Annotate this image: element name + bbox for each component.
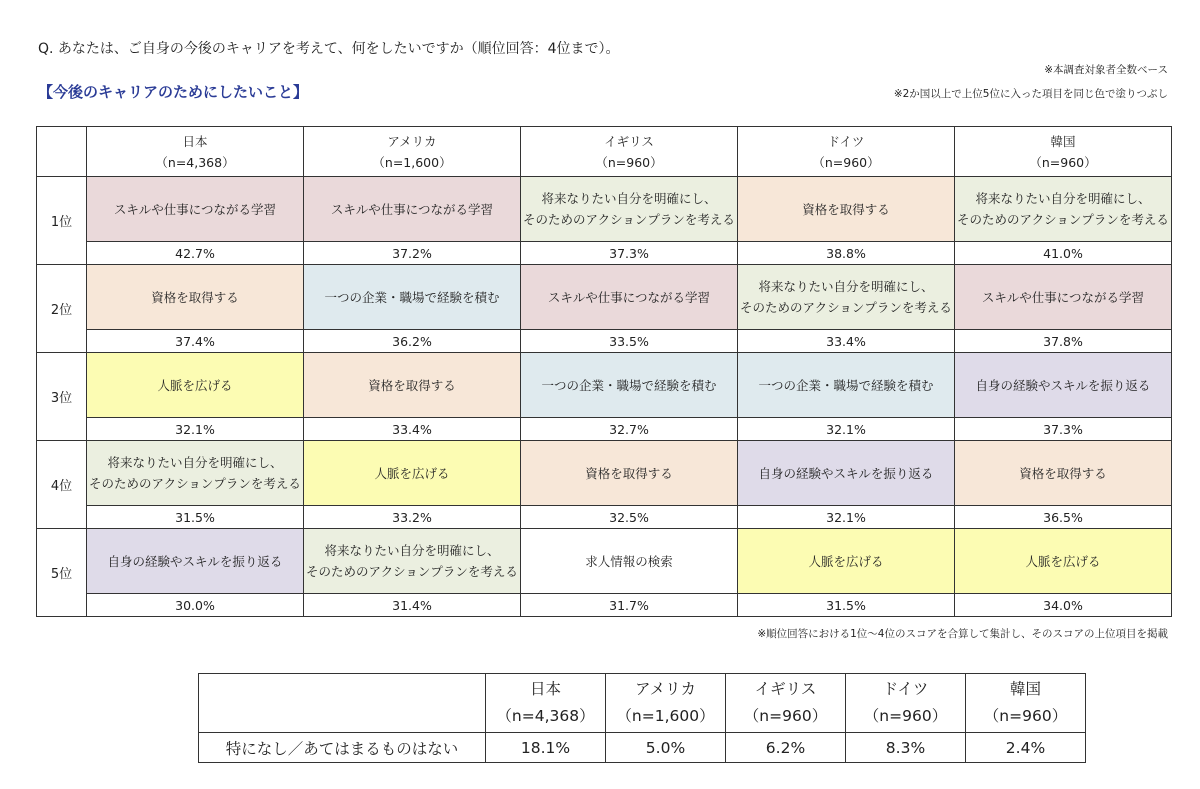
rank-item-row — [37, 353, 1172, 418]
question-text: Q. あなたは、ご自身の今後のキャリアを考えて、何をしたいですか（順位回答：4位まで）。 — [38, 41, 620, 57]
rank-percent-cell: 42.7% — [87, 242, 304, 265]
item-text-line1: 一つの企業・職場で経験を積む — [541, 377, 717, 393]
rank-percent-cell: 37.3% — [955, 418, 1172, 441]
rank-item-row — [37, 177, 1172, 242]
rank-label: 4位 — [37, 441, 87, 529]
rank-item-cell — [521, 441, 738, 506]
item-text-line1: 人脈を広げる — [157, 377, 233, 393]
item-text-line1: 将来なりたい自分を明確にし、 — [324, 543, 500, 558]
item-text-line1: 資格を取得する — [802, 201, 890, 217]
rank-item-cell — [304, 441, 521, 506]
rank-percent-cell: 37.8% — [955, 330, 1172, 353]
item-text-line1: 資格を取得する — [151, 289, 239, 305]
section-title: 【今後のキャリアのためにしたいこと】 — [38, 83, 309, 101]
rank-percent-cell: 33.4% — [304, 418, 521, 441]
item-text-line1: 将来なりたい自分を明確にし、 — [107, 455, 283, 470]
rank-item-cell — [87, 353, 304, 418]
header-japan: 日本 （n=4,368） — [87, 127, 304, 177]
item-text-line2: そのためのアクションプランを考える — [89, 476, 301, 491]
rank-percent-cell: 33.4% — [738, 330, 955, 353]
item-text-line1: スキルや仕事につながる学習 — [330, 201, 494, 217]
rank-percent-cell: 34.0% — [955, 594, 1172, 617]
item-text-line1: 将来なりたい自分を明確にし、 — [975, 191, 1151, 206]
rank-item-row — [37, 265, 1172, 330]
item-text-line2: そのためのアクションプランを考える — [957, 212, 1169, 227]
ranking-table — [36, 126, 1172, 617]
none-header-japan: 日本 （n=4,368） — [486, 674, 606, 733]
none-table — [198, 673, 1086, 763]
none-table-corner — [199, 674, 486, 733]
rank-label: 3位 — [37, 353, 87, 441]
item-text-line1: 求人情報の検索 — [585, 553, 673, 569]
rank-item-cell — [955, 529, 1172, 594]
rank-item-cell — [304, 529, 521, 594]
item-text-line1: 一つの企業・職場で経験を積む — [758, 377, 934, 393]
rank-percent-row — [37, 594, 1172, 617]
header-uk: イギリス （n=960） — [521, 127, 738, 177]
rank-percent-cell: 31.4% — [304, 594, 521, 617]
none-value-germany: 8.3% — [846, 733, 966, 763]
header-usa: アメリカ （n=1,600） — [304, 127, 521, 177]
rank-percent-cell: 31.7% — [521, 594, 738, 617]
rank-percent-row — [37, 418, 1172, 441]
rank-percent-cell: 32.1% — [738, 418, 955, 441]
rank-percent-row — [37, 330, 1172, 353]
rank-percent-row — [37, 242, 1172, 265]
item-text-line1: 一つの企業・職場で経験を積む — [324, 289, 500, 305]
none-value-japan: 18.1% — [486, 733, 606, 763]
rank-item-cell — [738, 529, 955, 594]
rank-item-cell — [738, 177, 955, 242]
none-header-korea: 韓国 （n=960） — [966, 674, 1086, 733]
item-text-line1: 将来なりたい自分を明確にし、 — [541, 191, 717, 206]
header-germany: ドイツ （n=960） — [738, 127, 955, 177]
rank-item-cell — [304, 177, 521, 242]
header-corner — [37, 127, 87, 177]
rank-item-cell — [87, 441, 304, 506]
note-color: ※2か国以上で上位5位に入った項目を同じ色で塗りつぶし — [893, 88, 1168, 100]
rank-item-cell — [955, 177, 1172, 242]
rank-item-row — [37, 529, 1172, 594]
rank-label: 5位 — [37, 529, 87, 617]
note-base: ※本調査対象者全数ベース — [1044, 64, 1168, 76]
rank-item-row — [37, 441, 1172, 506]
rank-item-cell — [304, 353, 521, 418]
rank-item-cell — [87, 529, 304, 594]
none-header-uk: イギリス （n=960） — [726, 674, 846, 733]
item-text-line1: 自身の経験やスキルを振り返る — [975, 377, 1151, 393]
none-table-header-row — [199, 674, 1086, 733]
item-text-line1: 自身の経験やスキルを振り返る — [758, 465, 934, 481]
rank-percent-cell: 32.1% — [738, 506, 955, 529]
none-value-usa: 5.0% — [606, 733, 726, 763]
rank-item-cell — [955, 265, 1172, 330]
item-text-line2: そのためのアクションプランを考える — [306, 564, 518, 579]
header-row — [37, 127, 1172, 177]
item-text-line1: スキルや仕事につながる学習 — [981, 289, 1145, 305]
rank-item-cell — [738, 353, 955, 418]
rank-percent-cell: 32.1% — [87, 418, 304, 441]
rank-item-cell — [521, 353, 738, 418]
item-text-line1: 自身の経験やスキルを振り返る — [107, 553, 283, 569]
item-text-line1: スキルや仕事につながる学習 — [547, 289, 711, 305]
rank-item-cell — [955, 353, 1172, 418]
item-text-line1: スキルや仕事につながる学習 — [113, 201, 277, 217]
item-text-line1: 資格を取得する — [368, 377, 456, 393]
item-text-line2: そのためのアクションプランを考える — [523, 212, 735, 227]
item-text-line1: 資格を取得する — [585, 465, 673, 481]
rank-percent-cell: 33.2% — [304, 506, 521, 529]
rank-item-cell — [87, 177, 304, 242]
rank-percent-cell: 36.2% — [304, 330, 521, 353]
rank-percent-cell: 32.5% — [521, 506, 738, 529]
rank-percent-cell: 33.5% — [521, 330, 738, 353]
rank-percent-row — [37, 506, 1172, 529]
rank-label: 1位 — [37, 177, 87, 265]
rank-item-cell — [738, 441, 955, 506]
rank-percent-cell: 38.8% — [738, 242, 955, 265]
rank-percent-cell: 36.5% — [955, 506, 1172, 529]
rank-label: 2位 — [37, 265, 87, 353]
none-value-uk: 6.2% — [726, 733, 846, 763]
rank-percent-cell: 37.3% — [521, 242, 738, 265]
rank-item-cell — [521, 177, 738, 242]
none-value-korea: 2.4% — [966, 733, 1086, 763]
item-text-line2: そのためのアクションプランを考える — [740, 300, 952, 315]
none-label: 特になし／あてはまるものはない — [199, 733, 486, 763]
footnote: ※順位回答における1位〜4位のスコアを合算して集計し、そのスコアの上位項目を掲載 — [757, 628, 1168, 640]
rank-item-cell — [521, 265, 738, 330]
rank-percent-cell: 31.5% — [87, 506, 304, 529]
rank-item-cell — [521, 529, 738, 594]
item-text-line1: 人脈を広げる — [808, 553, 884, 569]
rank-percent-cell: 31.5% — [738, 594, 955, 617]
rank-item-cell — [304, 265, 521, 330]
header-korea: 韓国 （n=960） — [955, 127, 1172, 177]
rank-percent-cell: 30.0% — [87, 594, 304, 617]
item-text-line1: 資格を取得する — [1019, 465, 1107, 481]
rank-item-cell — [738, 265, 955, 330]
item-text-line1: 人脈を広げる — [1025, 553, 1101, 569]
rank-item-cell — [955, 441, 1172, 506]
item-text-line1: 人脈を広げる — [374, 465, 450, 481]
rank-percent-cell: 37.4% — [87, 330, 304, 353]
none-header-germany: ドイツ （n=960） — [846, 674, 966, 733]
rank-item-cell — [87, 265, 304, 330]
none-header-usa: アメリカ （n=1,600） — [606, 674, 726, 733]
none-table-value-row — [199, 733, 1086, 763]
item-text-line1: 将来なりたい自分を明確にし、 — [758, 279, 934, 294]
rank-percent-cell: 37.2% — [304, 242, 521, 265]
rank-percent-cell: 32.7% — [521, 418, 738, 441]
rank-percent-cell: 41.0% — [955, 242, 1172, 265]
